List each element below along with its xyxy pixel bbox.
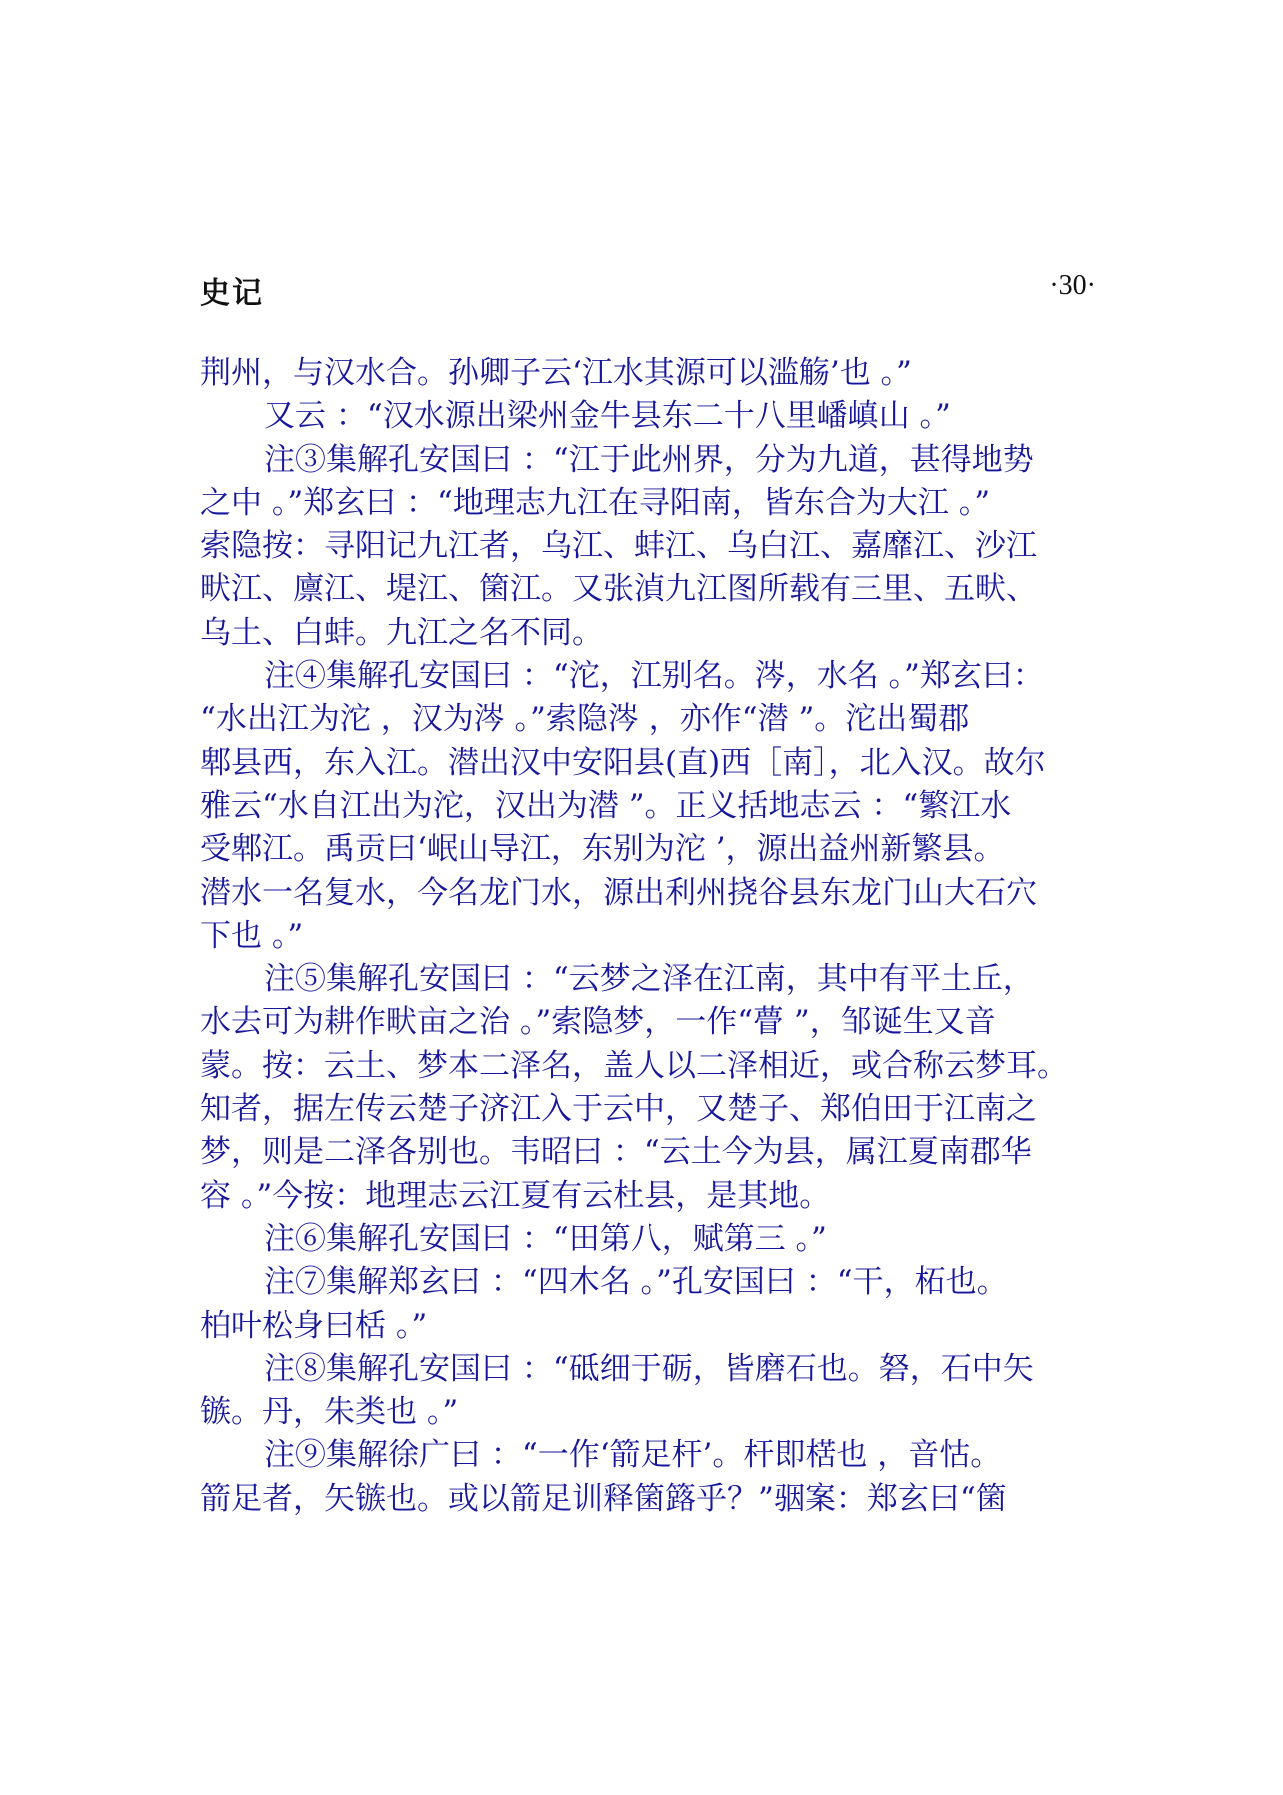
text-line: 注③集解孔安国曰 ：“江于此州界，分为九道，甚得地势 xyxy=(264,441,1034,478)
body-text xyxy=(200,352,1100,1521)
text-line: 注⑦集解郑玄曰 ：“四木名 。”孔安国曰 ：“干，柘也。 xyxy=(264,1264,1008,1301)
text-line: 畎江、廪江、堤江、箘江。又张湞九江图所载有三里、五畎、 xyxy=(200,571,1037,608)
text-line: 水去可为耕作畎亩之治 。”索隐梦，一作“瞢 ”，邹诞生又音 xyxy=(200,1004,996,1041)
text-line: 又云 ：“汉水源出梁州金牛县东二十八里嶓嵮山 。” xyxy=(264,398,951,435)
page-header xyxy=(200,268,1096,311)
text-line: 蒙。按：云土、梦本二泽名，盖人以二泽相近，或合称云梦耳。 xyxy=(200,1047,1068,1084)
text-line: 荆州，与汉水合。孙卿子云‘江水其源可以滥觞’也 。” xyxy=(200,355,912,391)
text-line: 镞。丹，朱类也 。” xyxy=(200,1394,459,1431)
text-line: 柏叶松身曰栝 。” xyxy=(200,1307,428,1344)
text-line: 注⑧集解孔安国曰 ：“砥细于砺，皆磨石也。砮，石中矢 xyxy=(264,1350,1034,1387)
text-line: “水出江为沱 ，汉为涔 。”索隐涔 ，亦作“潜 ”。沱出蜀郡 xyxy=(200,701,970,738)
text-line: 下也 。” xyxy=(200,917,304,954)
text-line: 索隐按：寻阳记九江者，乌江、蚌江、乌白江、嘉靡江、沙江 xyxy=(200,528,1037,565)
text-line: 容 。”今按：地理志云江夏有云杜县，是其地。 xyxy=(200,1177,831,1214)
text-line: 注⑥集解孔安国曰 ：“田第八，赋第三 。” xyxy=(264,1220,827,1257)
text-line: 潜水一名复水，今名龙门水，源出利州挠谷县东龙门山大石穴 xyxy=(200,874,1037,911)
text-line: 注⑤集解孔安国曰 ：“云梦之泽在江南，其中有平土丘， xyxy=(264,961,1034,998)
text-line: 知者，据左传云楚子济江入于云中，又楚子、郑伯田于江南之 xyxy=(200,1091,1037,1128)
book-title: 史记 xyxy=(200,276,264,311)
text-line: 乌土、白蚌。九江之名不同。 xyxy=(200,614,603,651)
text-line: 箭足者，矢镞也。或以箭足训释箘簬乎？”骃案：郑玄曰“箘 xyxy=(200,1480,1007,1517)
text-line: 郫县西，东入江。潜出汉中安阳县(直)西［南］，北入汉。故尔 xyxy=(200,744,1046,781)
text-line: 注⑨集解徐广曰 ：“一作‘箭足杆’。杆即楛也 ，音怙。 xyxy=(264,1437,1002,1474)
text-line: 雅云“水自江出为沱，汉出为潜 ”。正义括地志云 ：“繁江水 xyxy=(200,787,1012,824)
text-line: 之中 。”郑玄曰 ：“地理志九江在寻阳南，皆东合为大江 。” xyxy=(200,484,991,521)
text-line: 梦，则是二泽各别也。韦昭曰 ：“云土今为县，属江夏南郡华 xyxy=(200,1134,1032,1171)
text-line: 受郫江。禹贡曰‘岷山导江，东别为沱 ’，源出益州新繁县。 xyxy=(200,831,1005,868)
page-number: ·30· xyxy=(1049,270,1096,301)
text-line: 注④集解孔安国曰 ：“沱，江别名。涔，水名 。”郑玄曰： xyxy=(264,658,1044,695)
